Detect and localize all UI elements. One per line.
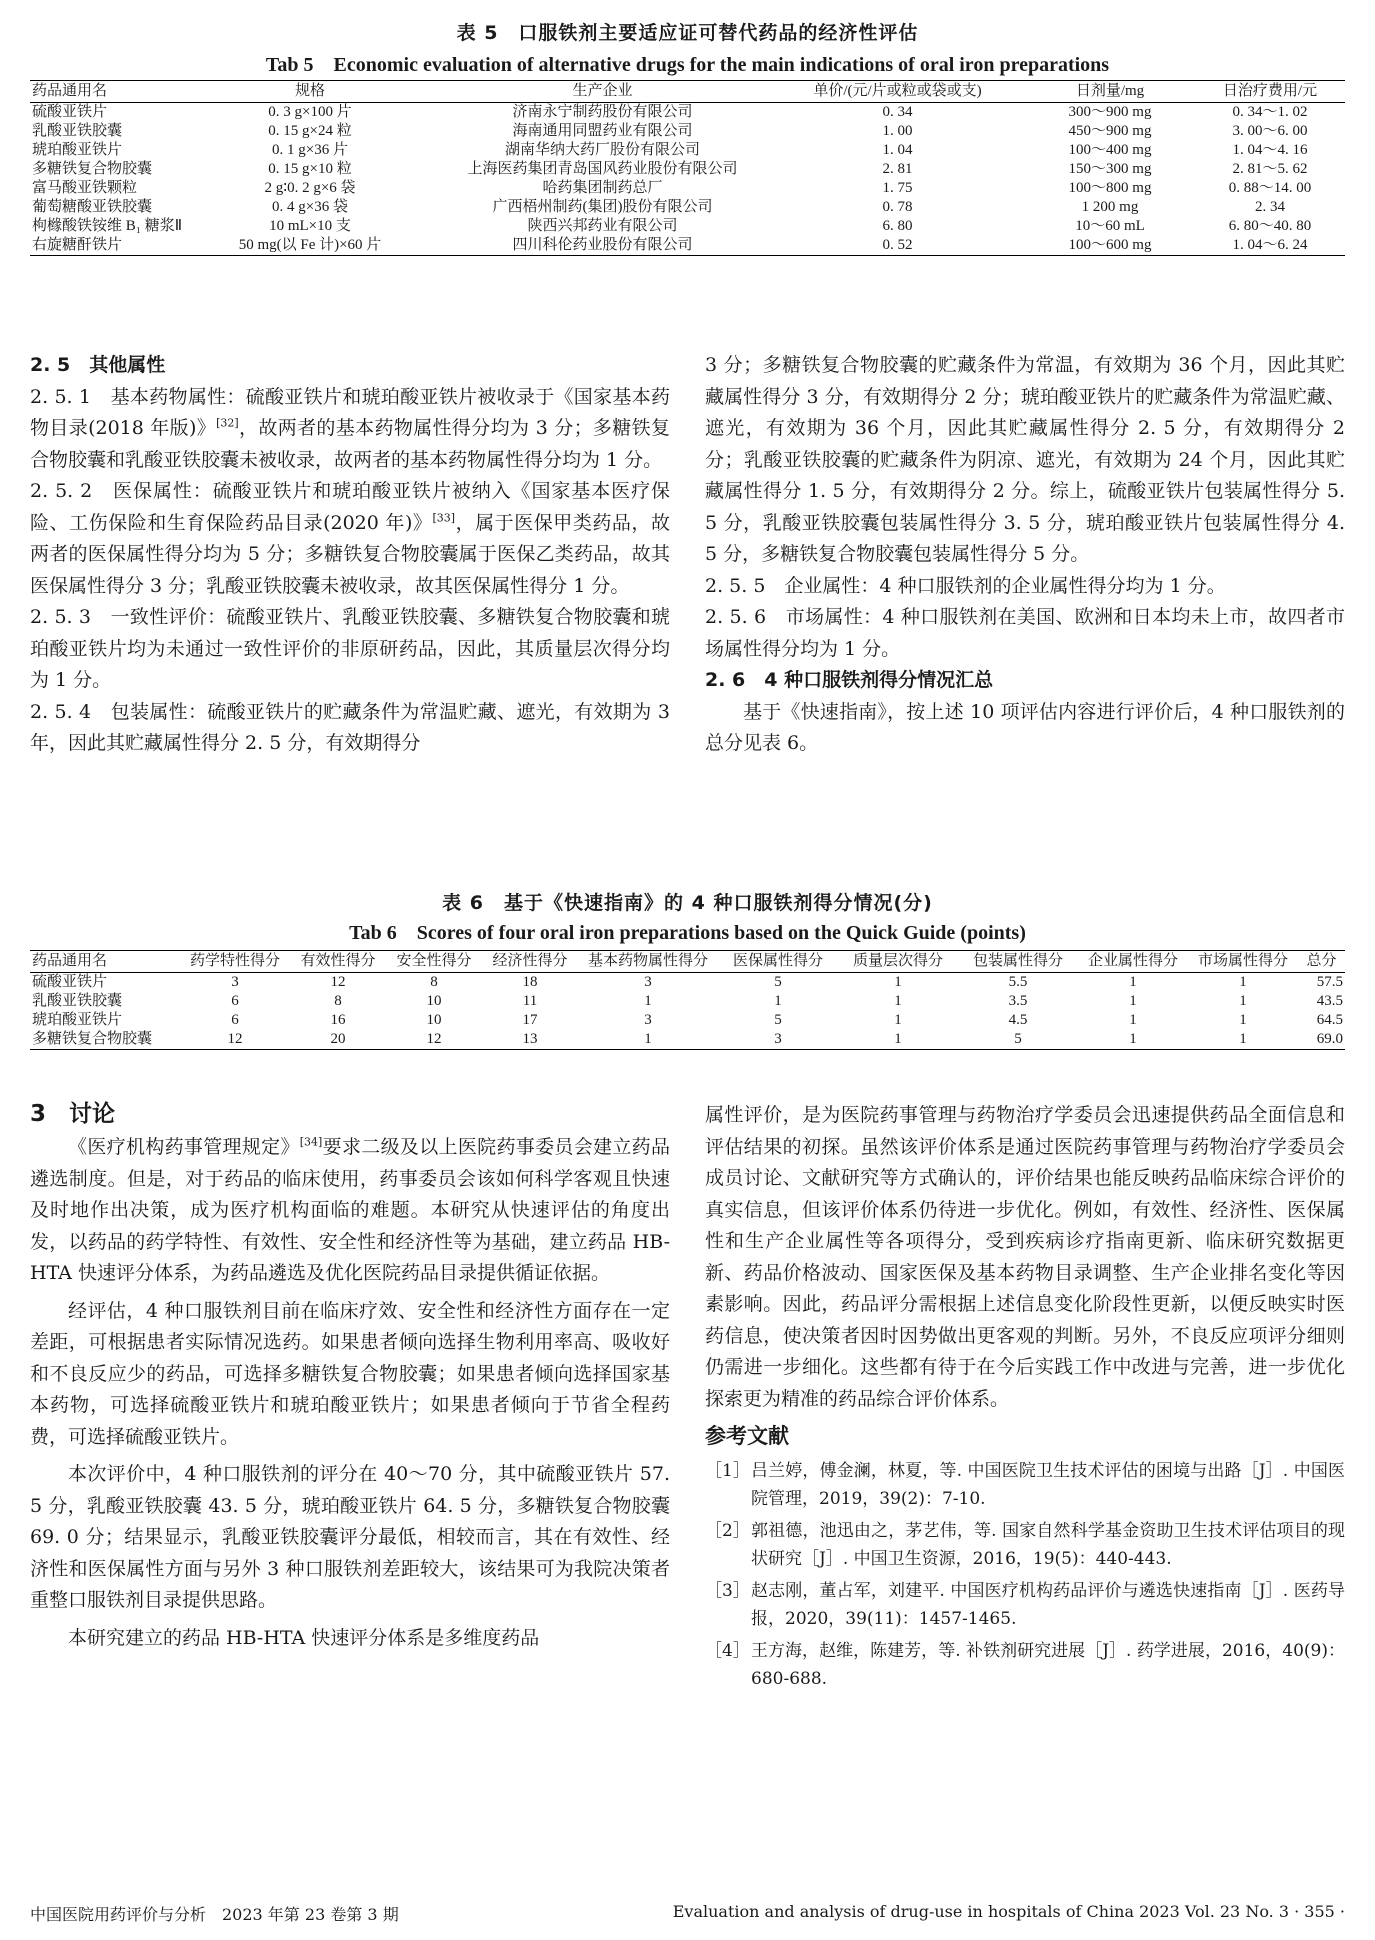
table-cell: 3.5 <box>1008 993 1028 1009</box>
table-cell: 6 <box>231 1012 239 1028</box>
table-cell: 1 <box>1078 1030 1188 1050</box>
reference-number: ［2］ <box>705 1521 750 1541</box>
reference-item <box>705 1637 1345 1693</box>
para-2-5-1-text-b: ，故两者的基本药物属性得分均为 3 分；多糖铁复合物胶囊和乳酸亚铁胶囊未被收录，故两者的基本药物属性得分均为 1 分。 <box>30 417 670 471</box>
table-cell: 1 <box>838 1030 958 1050</box>
para-2-5-4: 2. 5. 4 包装属性：硫酸亚铁片的贮藏条件为常温贮藏、遮光，有效期为 3 年，因此其贮藏属性得分 2. 5 分，有效期得分 <box>30 700 670 754</box>
table-cell: 50 mg(以 Fe 计)×60 片 <box>185 236 435 256</box>
table-cell: 1. 75 <box>882 180 913 196</box>
para-2-5-1 <box>30 382 670 477</box>
table-cell: 乳酸亚铁胶囊 <box>32 123 123 139</box>
page-footer <box>30 1902 1345 1925</box>
table-cell: 6 <box>231 993 239 1009</box>
tab6-header-cell: 有效性得分 <box>290 951 386 973</box>
table-row <box>30 217 1345 236</box>
table-cell: 1. 04～4. 16 <box>1232 142 1308 158</box>
table-cell: 富马酸亚铁颗粒 <box>32 180 138 196</box>
table-row <box>30 103 1345 123</box>
table-cell: 琥珀酸亚铁片 <box>32 142 123 158</box>
reference-number: ［1］ <box>705 1461 750 1481</box>
tab6-caption-en: Tab 6 Scores of four oral iron preparations based on the Quick Guide (points) <box>349 922 1026 944</box>
tab5-caption-cn: 表 5 口服铁剂主要适应证可替代药品的经济性评估 <box>456 22 919 44</box>
discussion-para-1 <box>30 1132 670 1290</box>
para-2-6: 基于《快速指南》，按上述 10 项评估内容进行评价后，4 种口服铁剂的总分见表 6。 <box>705 700 1345 754</box>
table-row <box>30 236 1345 256</box>
table-cell: 8 <box>430 974 438 990</box>
tab6-header-cell: 药品通用名 <box>30 951 180 973</box>
table-cell: 海南通用同盟药业有限公司 <box>512 123 693 139</box>
table-cell: 济南永宁制药股份有限公司 <box>512 104 693 120</box>
para-2-5-2 <box>30 476 670 602</box>
discussion-right <box>705 1100 1345 1693</box>
table-cell: 乳酸亚铁胶囊 <box>32 993 123 1009</box>
discussion-para-3: 本次评价中，4 种口服铁剂的评分在 40～70 分，其中硫酸亚铁片 57. 5 分，乳酸亚铁胶囊 43. 5 分，琥珀酸亚铁片 64. 5 分，多糖铁复合物胶囊 69. 0 分；结果显示，乳酸亚铁胶囊评分最低，相较而言，其在有效性、经济性和医保属性方面与另外 3 种口服铁剂差距较大，该结果可为我院决策者重整口服铁剂目录提供思路。 <box>30 1463 670 1611</box>
table-cell: 1 <box>894 993 902 1009</box>
table-cell: 0. 34 <box>882 104 913 120</box>
table-cell: 1 <box>1239 1012 1247 1028</box>
footer-journal-cn: 中国医院用药评价与分析 2023 年第 23 卷第 3 期 <box>30 1905 399 1924</box>
tab6-caption-cn: 表 6 基于《快速指南》的 4 种口服铁剂得分情况(分) <box>442 892 933 914</box>
reference-text: 王方海，赵维，陈建芳，等. 补铁剂研究进展［J］. 药学进展，2016，40(9)：680-688. <box>751 1641 1345 1689</box>
table-cell: 16 <box>330 1012 346 1028</box>
table-cell: 0. 88～14. 00 <box>1228 180 1312 196</box>
left-column <box>30 350 670 760</box>
discussion-para-2: 经评估，4 种口服铁剂目前在临床疗效、安全性和经济性方面存在一定差距，可根据患者实际情况选药。如果患者倾向选择生物利用率高、吸收好和不良反应少的药品，可选择多糖铁复合物胶囊；如果患者倾向选择国家基本药物，可选择硫酸亚铁片和琥珀酸亚铁片；如果患者倾向于节省全程药费，可选择硫酸亚铁片。 <box>30 1299 670 1448</box>
table-cell: 2. 81 <box>882 161 913 177</box>
discussion-para-4-cont: 属性评价，是为医院药事管理与药物治疗学委员会迅速提供药品全面信息和评估结果的初探。虽然该评价体系是通过医院药事管理与药物治疗学委员会成员讨论、文献研究等方式确认的，评价结果也能反映药品临床综合评价的真实信息，但该评价体系仍待进一步优化。例如，有效性、经济性、医保属性和生产企业属性等各项得分，受到疾病诊疗指南更新、临床研究数据更新、药品价格波动、国家医保及基本药物目录调整、生产企业排名变化等因素影响。因此，药品评分需根据上述信息变化阶段性更新，以便反映实时医药信息，使决策者因时因势做出更客观的判断。另外，不良反应项评分细则仍需进一步细化。这些都有待于在今后实践工作中改进与完善，进一步优化探索更为精准的药品综合评价体系。 <box>705 1104 1345 1410</box>
table-cell: 69.0 <box>1298 1030 1345 1050</box>
tab5-table <box>30 80 1345 256</box>
tab6-header-cell: 基本药物属性得分 <box>578 951 718 973</box>
table-cell: 3 <box>644 1012 652 1028</box>
tab6-header-cell: 经济性得分 <box>482 951 578 973</box>
table-cell: 0. 78 <box>882 199 913 215</box>
para-2-5-4-cont: 3 分；多糖铁复合物胶囊的贮藏条件为常温，有效期为 36 个月，因此其贮藏属性得分 3 分，有效期得分 2 分；琥珀酸亚铁片的贮藏条件为常温贮藏、遮光，有效期为 36 个月，因此其贮藏属性得分 2. 5 分，有效期得分 2 分；乳酸亚铁胶囊的贮藏条件为阴凉、遮光，有效期为 24 个月，因此其贮藏属性得分 1. 5 分，有效期得分 2 分。综上，硫酸亚铁片包装属性得分 5. 5 分，乳酸亚铁胶囊包装属性得分 3. 5 分，琥珀酸亚铁片包装属性得分 4. 5 分，多糖铁复合物胶囊包装属性得分 5 分。 <box>705 354 1345 565</box>
table-cell: 57.5 <box>1316 974 1343 990</box>
table-cell: 1 <box>1129 993 1137 1009</box>
table-row <box>30 179 1345 198</box>
tab5-header-cell: 日剂量/mg <box>1025 81 1195 103</box>
table-cell: 0. 52 <box>770 236 1025 256</box>
table-cell: 1. 04～6. 24 <box>1195 236 1345 256</box>
table-cell: 1 <box>578 1030 718 1050</box>
tab6-header-cell: 质量层次得分 <box>838 951 958 973</box>
table-cell: 2. 34 <box>1255 199 1285 215</box>
table-cell: 2 g∶0. 2 g×6 袋 <box>264 180 356 196</box>
table-cell: 陕西兴邦药业有限公司 <box>527 218 678 234</box>
right-column <box>705 350 1345 760</box>
table-cell: 0. 15 g×24 粒 <box>268 123 352 139</box>
table-cell: 1. 04 <box>882 142 913 158</box>
table-cell: 1 <box>1129 974 1137 990</box>
table-cell: 0. 34～1. 02 <box>1232 104 1308 120</box>
table-cell: 3 <box>231 974 239 990</box>
table-cell: 葡萄糖酸亚铁胶囊 <box>32 199 153 215</box>
table-row <box>30 992 1345 1011</box>
table-cell: 100～600 mg <box>1025 236 1195 256</box>
table-cell: 10 <box>426 993 442 1009</box>
table-cell: 3 <box>644 974 652 990</box>
tab6-header-cell: 企业属性得分 <box>1078 951 1188 973</box>
table-cell: 5 <box>774 1012 782 1028</box>
table-cell: 18 <box>522 974 538 990</box>
table-cell: 100～400 mg <box>1068 142 1152 158</box>
table-cell: 5 <box>958 1030 1078 1050</box>
table-cell: 0. 15 g×10 粒 <box>268 161 352 177</box>
table-cell: 0. 4 g×36 袋 <box>272 199 348 215</box>
table-cell: 琥珀酸亚铁片 <box>32 1012 123 1028</box>
table-cell: 12 <box>180 1030 290 1050</box>
table-cell: 0. 1 g×36 片 <box>272 142 348 158</box>
table-cell: 13 <box>482 1030 578 1050</box>
table-cell: 8 <box>334 993 342 1009</box>
table-cell: 多糖铁复合物胶囊 <box>30 1030 180 1050</box>
para-2-5-5: 2. 5. 5 企业属性：4 种口服铁剂的企业属性得分均为 1 分。 <box>705 574 1226 597</box>
reference-text: 赵志刚，董占军，刘建平. 中国医疗机构药品评价与遴选快速指南［J］. 医药导报，2020，39(11)：1457-1465. <box>751 1581 1345 1629</box>
table-cell: 湖南华纳大药厂股份有限公司 <box>504 142 700 158</box>
table-cell: 11 <box>522 993 538 1009</box>
reference-number: ［4］ <box>705 1641 750 1661</box>
table-cell: 12 <box>330 974 346 990</box>
para-2-5-2-text: 2. 5. 2 医保属性：硫酸亚铁片和琥珀酸亚铁片被纳入《国家基本医疗保险、工伤保险和生育保险药品目录(2020 年)》 <box>30 480 670 534</box>
citation-33: [33] <box>432 511 456 525</box>
table-cell: 哈药集团制药总厂 <box>542 180 663 196</box>
tab6-header-cell: 总分 <box>1298 951 1345 973</box>
table-cell: 0. 3 g×100 片 <box>268 104 352 120</box>
table-cell: 20 <box>290 1030 386 1050</box>
tab6-header-cell: 安全性得分 <box>386 951 482 973</box>
tab6-table <box>30 950 1345 1050</box>
table-cell: 12 <box>386 1030 482 1050</box>
table-cell: 1 <box>774 993 782 1009</box>
tab6-header-cell: 药学特性得分 <box>180 951 290 973</box>
table-cell: 1 <box>894 974 902 990</box>
table-cell: 10 <box>426 1012 442 1028</box>
para-2-5-6: 2. 5. 6 市场属性：4 种口服铁剂在美国、欧洲和日本均未上市，故四者市场属性得分均为 1 分。 <box>705 606 1345 660</box>
para-2-5-1-text: 2. 5. 1 基本药物属性：硫酸亚铁片和琥珀酸亚铁片被收录于《国家基本药物目录(2018 年版)》 <box>30 385 670 439</box>
table-cell: 300～900 mg <box>1068 104 1152 120</box>
table-cell: 5 <box>774 974 782 990</box>
table-cell: 上海医药集团青岛国风药业股份有限公司 <box>467 161 738 177</box>
table-cell: 4.5 <box>1008 1012 1028 1028</box>
tab5-caption-en: Tab 5 Economic evaluation of alternative drugs for the main indications of oral iron preparations <box>265 54 1110 76</box>
table-cell: 四川科伦药业股份有限公司 <box>435 236 770 256</box>
reference-number: ［3］ <box>705 1581 750 1601</box>
discussion-para-1-b: 要求二级及以上医院药事委员会建立药品遴选制度。但是，对于药品的临床使用，药事委员会该如何科学客观且快速及时地作出决策，成为医疗机构面临的难题。本研究从快速评估的角度出发，以药品的药学特性、有效性、安全性和经济性等为基础，建立药品 HB-HTA 快速评分体系，为药品遴选及优化医院药品目录提供循证依据。 <box>30 1136 670 1284</box>
tab6-header-cell: 医保属性得分 <box>718 951 838 973</box>
table-cell: 43.5 <box>1316 993 1343 1009</box>
table-row <box>30 973 1345 993</box>
table-row <box>30 141 1345 160</box>
section-2-5-heading: 2. 5 其他属性 <box>30 354 166 376</box>
table-cell: 广西梧州制药(集团)股份有限公司 <box>492 199 713 215</box>
table-row <box>30 122 1345 141</box>
tab5-header-cell: 日治疗费用/元 <box>1195 81 1345 103</box>
section-3-heading: 3 讨论 <box>30 1101 116 1127</box>
table-cell: 5.5 <box>1008 974 1028 990</box>
para-2-5-2-text-b: ，属于医保甲类药品，故两者的医保属性得分均为 5 分；多糖铁复合物胶囊属于医保乙类药品，故其医保属性得分 3 分；乳酸亚铁胶囊未被收录，故其医保属性得分 1 分。 <box>30 511 670 597</box>
tab5-header-cell: 规格 <box>185 81 435 103</box>
table-row <box>30 198 1345 217</box>
table-cell: 100～800 mg <box>1068 180 1152 196</box>
table-cell: 2. 81～5. 62 <box>1232 161 1308 177</box>
discussion-para-1-a: 《医疗机构药事管理规定》 <box>68 1136 300 1158</box>
tab5-header-cell: 药品通用名 <box>30 81 185 103</box>
table-cell: 1 <box>1188 1030 1298 1050</box>
references-heading: 参考文献 <box>705 1424 789 1448</box>
references-list <box>705 1457 1345 1693</box>
footer-journal-en: Evaluation and analysis of drug-use in hospitals of China 2023 Vol. 23 No. 3 · 355 · <box>672 1902 1345 1921</box>
table-cell: 多糖铁复合物胶囊 <box>32 161 153 177</box>
tab6-header-cell: 市场属性得分 <box>1188 951 1298 973</box>
table-cell: 6. 80 <box>882 218 913 234</box>
table-cell: 1 <box>894 1012 902 1028</box>
table-cell: 450～900 mg <box>1068 123 1152 139</box>
table-cell: 64.5 <box>1316 1012 1343 1028</box>
table-cell: 1 200 mg <box>1081 199 1139 215</box>
tab6-header-cell: 包装属性得分 <box>958 951 1078 973</box>
citation-32: [32] <box>216 416 239 430</box>
table-cell: 1 <box>1129 1012 1137 1028</box>
table-cell: 150～300 mg <box>1068 161 1152 177</box>
table-cell: 6. 80～40. 80 <box>1228 218 1312 234</box>
table-cell: 枸橼酸铁铵维 B₁ 糖浆Ⅱ <box>32 218 183 234</box>
table-cell: 1. 00 <box>882 123 913 139</box>
table-row <box>30 1030 1345 1050</box>
table-cell: 1 <box>644 993 652 1009</box>
para-2-5-3: 2. 5. 3 一致性评价：硫酸亚铁片、乳酸亚铁胶囊、多糖铁复合物胶囊和琥珀酸亚铁片均为未通过一致性评价的非原研药品，因此，其质量层次得分均为 1 分。 <box>30 606 670 691</box>
tab5-header-cell: 单价/(元/片或粒或袋或支) <box>770 81 1025 103</box>
reference-item <box>705 1577 1345 1633</box>
reference-text: 吕兰婷，傅金澜，林夏，等. 中国医院卫生技术评估的困境与出路［J］. 中国医院管理，2019，39(2)：7-10. <box>751 1461 1345 1509</box>
table-cell: 1 <box>1239 974 1247 990</box>
table-cell: 10～60 mL <box>1075 218 1145 234</box>
table-cell: 3. 00～6. 00 <box>1232 123 1308 139</box>
table-cell: 10 mL×10 支 <box>269 218 351 234</box>
discussion-left <box>30 1096 670 1654</box>
tab5-header-cell: 生产企业 <box>435 81 770 103</box>
reference-item <box>705 1517 1345 1573</box>
table-cell: 硫酸亚铁片 <box>32 974 108 990</box>
section-2-6-heading: 2. 6 4 种口服铁剂得分情况汇总 <box>705 669 994 691</box>
table-cell: 17 <box>522 1012 538 1028</box>
discussion-para-4: 本研究建立的药品 HB-HTA 快速评分体系是多维度药品 <box>68 1626 540 1649</box>
table-cell: 3 <box>718 1030 838 1050</box>
reference-text: 郭祖德，池迅由之，茅艺伟，等. 国家自然科学基金资助卫生技术评估项目的现状研究［J］. 中国卫生资源，2016，19(5)：440-443. <box>751 1521 1345 1569</box>
table-cell: 1 <box>1239 993 1247 1009</box>
table-row <box>30 1011 1345 1030</box>
reference-item <box>705 1457 1345 1513</box>
citation-34: [34] <box>299 1135 323 1149</box>
table-row <box>30 160 1345 179</box>
table-cell: 硫酸亚铁片 <box>32 104 108 120</box>
table-cell: 右旋糖酐铁片 <box>30 236 185 256</box>
